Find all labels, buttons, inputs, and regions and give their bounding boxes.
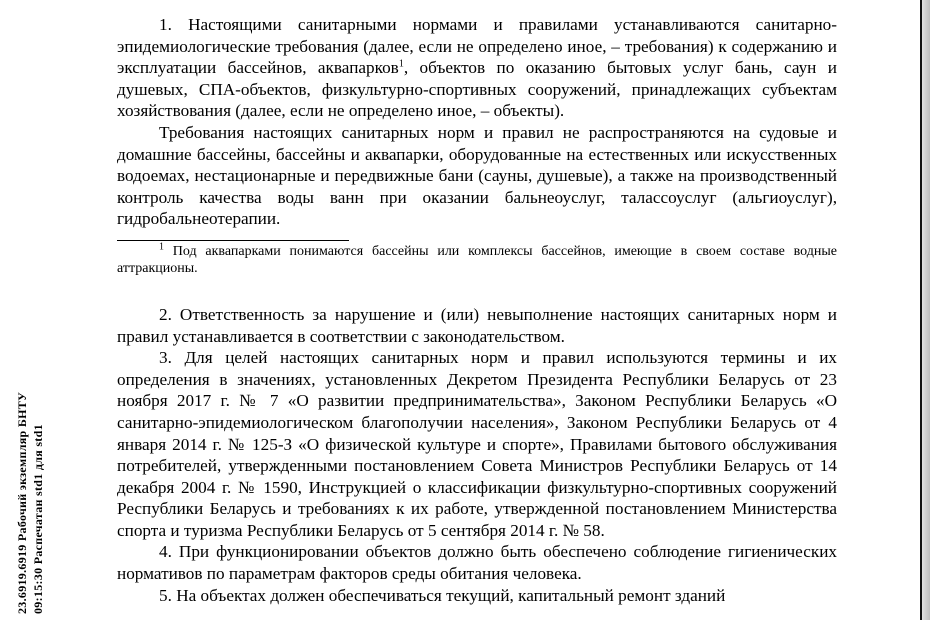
paragraph-5: 4. При функционировании объектов должно быть обеспечено соблюдение гигиенических нормативов по параметрам факторов среды обитания человека.	[117, 542, 837, 584]
paragraph-2: Требования настоящих санитарных норм и правил не распространяются на судовые и домашние бассейны, бассейны и аквапарки, оборудованные на естественных или искусственных водоемах, нестационарные и передвижные бани (сауны, душевые), а также на производственный контроль качества воды ванн при оказании бальнеоуслуг, талассоуслуг (альгиоуслуг), гидробальнеотерапии.	[117, 122, 837, 229]
paragraph-6: 5. На объектах должен обеспечиваться текущий, капитальный ремонт зданий	[159, 585, 726, 605]
paragraph-3: 2. Ответственность за нарушение и (или) невыполнение настоящих санитарных норм и правил устанавливается в соответствии с законодательством.	[117, 304, 837, 346]
footnote-mark: 1	[159, 241, 164, 253]
side-stamp-line-2: 09:15:30 Распечатан std1 для std1	[31, 424, 45, 614]
page-shadow	[922, 0, 930, 620]
paragraph-1-text-a: 1. Настоящими санитарными нормами и правилами устанавливаются санитарно-эпидемиологические требования (далее, если не определено иное, – требования) к содержанию и эксплуатации бассейнов, аквапарков	[117, 15, 837, 78]
footnote-text	[117, 243, 837, 278]
paragraph-1	[117, 14, 837, 122]
document-body	[117, 14, 837, 606]
footnote-rule	[117, 240, 349, 241]
footnote-ref: 1	[398, 58, 404, 70]
paragraph-4: 3. Для целей настоящих санитарных норм и правил используются термины и их определения в значениях, установленных Декретом Президента Республики Беларусь от 23 ноября 2017 г. № 7 «О развитии предпринимательства», Законом Республики Беларусь «О санитарно-эпидемиологическом благополучии населения», Законом Республики Беларусь от 4 января 2014 г. № 125-З «О физической культуре и спорте», Правилами бытового обслуживания потребителей, утвержденными постановлением Совета Министров Республики Беларусь от 14 декабря 2004 г. № 1590, Инструкцией о классификации физкультурно-спортивных сооружений Республики Беларусь и требованиях к их работе, утвержденной постановлением Министерства спорта и туризма Республики Беларусь от 5 сентября 2014 г. № 58.	[117, 348, 837, 540]
footnote-body: Под аквапарками понимаются бассейны или комплексы бассейнов, имеющие в своем составе водные аттракционы.	[117, 243, 837, 277]
paragraph-1-text-b: , объектов по оказанию бытовых услуг бань, саун и душевых, СПА-объектов, физкультурно-спортивных сооружений, принадлежащих субъектам хозяйствования (далее, если не определено иное, – объекты).	[117, 58, 837, 121]
footnote	[117, 240, 837, 278]
side-stamp	[8, 314, 48, 614]
side-stamp-line-1: 23.6919.6919 Рабочий экземпляр БНТУ	[15, 391, 29, 614]
